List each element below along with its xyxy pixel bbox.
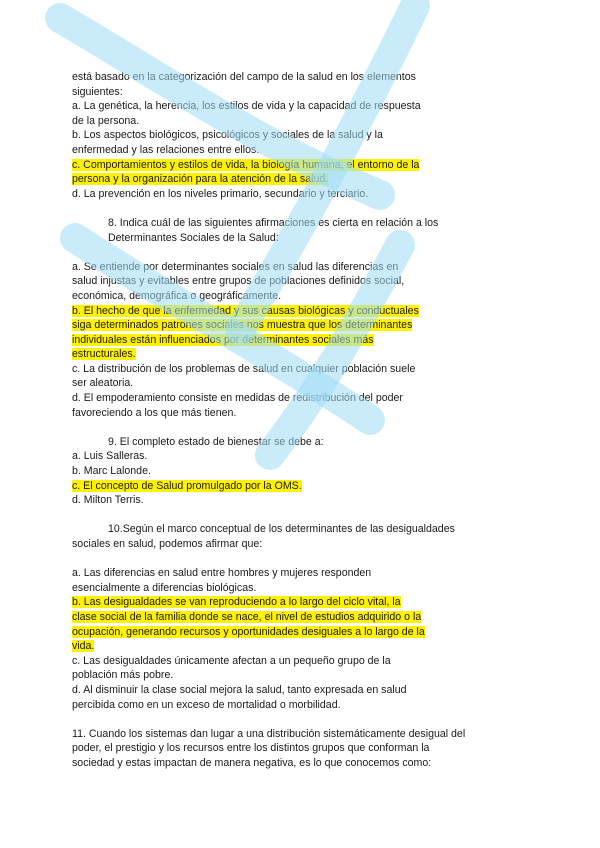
q10-option-c: c. Las desigualdades únicamente afectan a un pequeño grupo de la población más pobre. (72, 654, 391, 682)
document-page (72, 70, 492, 771)
q9-option-c-highlighted: c. El concepto de Salud promulgado por la OMS. (72, 479, 302, 492)
q8-option-b-highlighted: b. El hecho de que la enfermedad y sus causas biológicas y conductuales siga determinados patrones sociales nos muestra que los determinantes individuales están influenciados por determinantes sociales más estructurales. (72, 304, 419, 361)
q8-option-d: d. El empoderamiento consiste en medidas de redistribución del poder favoreciendo a los que más tienen. (72, 392, 403, 419)
q9-question: 9. El completo estado de bienestar se debe a: (108, 435, 324, 448)
q10-option-a: a. Las diferencias en salud entre hombres y mujeres responden esencialmente a diferencias biológicas. (72, 567, 372, 594)
q8-option-c: c. La distribución de los problemas de salud en cualquier población suele ser aleatoria. (72, 362, 416, 390)
q8-question: 8. Indica cuál de las siguientes afirmaciones es cierta en relación a los Determinantes Sociales de la Salud: (108, 216, 439, 244)
q9-option-b: b. Marc Lalonde. (72, 465, 151, 478)
intro-text: está basado en la categorización del campo de la salud en los elementos siguientes: (72, 71, 416, 98)
q10-option-d: d. Al disminuir la clase social mejora la salud, tanto expresada en salud percibida como en un exceso de mortalidad o morbilidad. (72, 683, 407, 711)
q9-option-a: a. Luis Salleras. (72, 450, 148, 463)
q10-option-b-highlighted: b. Las desigualdades se van reproduciendo a lo largo del ciclo vital, la clase social de la familia donde se nace, el nivel de estudios adquirido o la ocupación, generando recursos y oportunidades desiguales a lo largo de la vida. (72, 596, 425, 653)
q11-question: 11. Cuando los sistemas dan lugar a una distribución sistemáticamente desigual del poder, el prestigio y los recursos entre los distintos grupos que conforman la sociedad y estas impactan de manera negativa, es lo que conocemos como: (72, 727, 466, 769)
q8-option-a: a. Se entiende por determinantes sociales en salud las diferencias en salud injustas y evitables entre grupos de poblaciones definidos social, económica, demográfica o geográficamente. (72, 260, 405, 302)
q7-option-c-highlighted: c. Comportamientos y estilos de vida, la biología humana, el entorno de la persona y la organización para la atención de la salud. (72, 158, 420, 186)
q7-option-a: a. La genética, la herencia, los estilos de vida y la capacidad de respuesta de la persona. (72, 100, 421, 127)
q7-option-b: b. Los aspectos biológicos, psicológicos y sociales de la salud y la enfermedad y las relaciones entre ellos. (72, 129, 383, 156)
q7-option-d: d. La prevención en los niveles primario, secundario y terciario. (72, 187, 369, 200)
q10-question: 10.Según el marco conceptual de los determinantes de las desigualdades sociales en salud, podemos afirmar que: (72, 523, 455, 550)
q9-option-d: d. Milton Terris. (72, 494, 144, 507)
